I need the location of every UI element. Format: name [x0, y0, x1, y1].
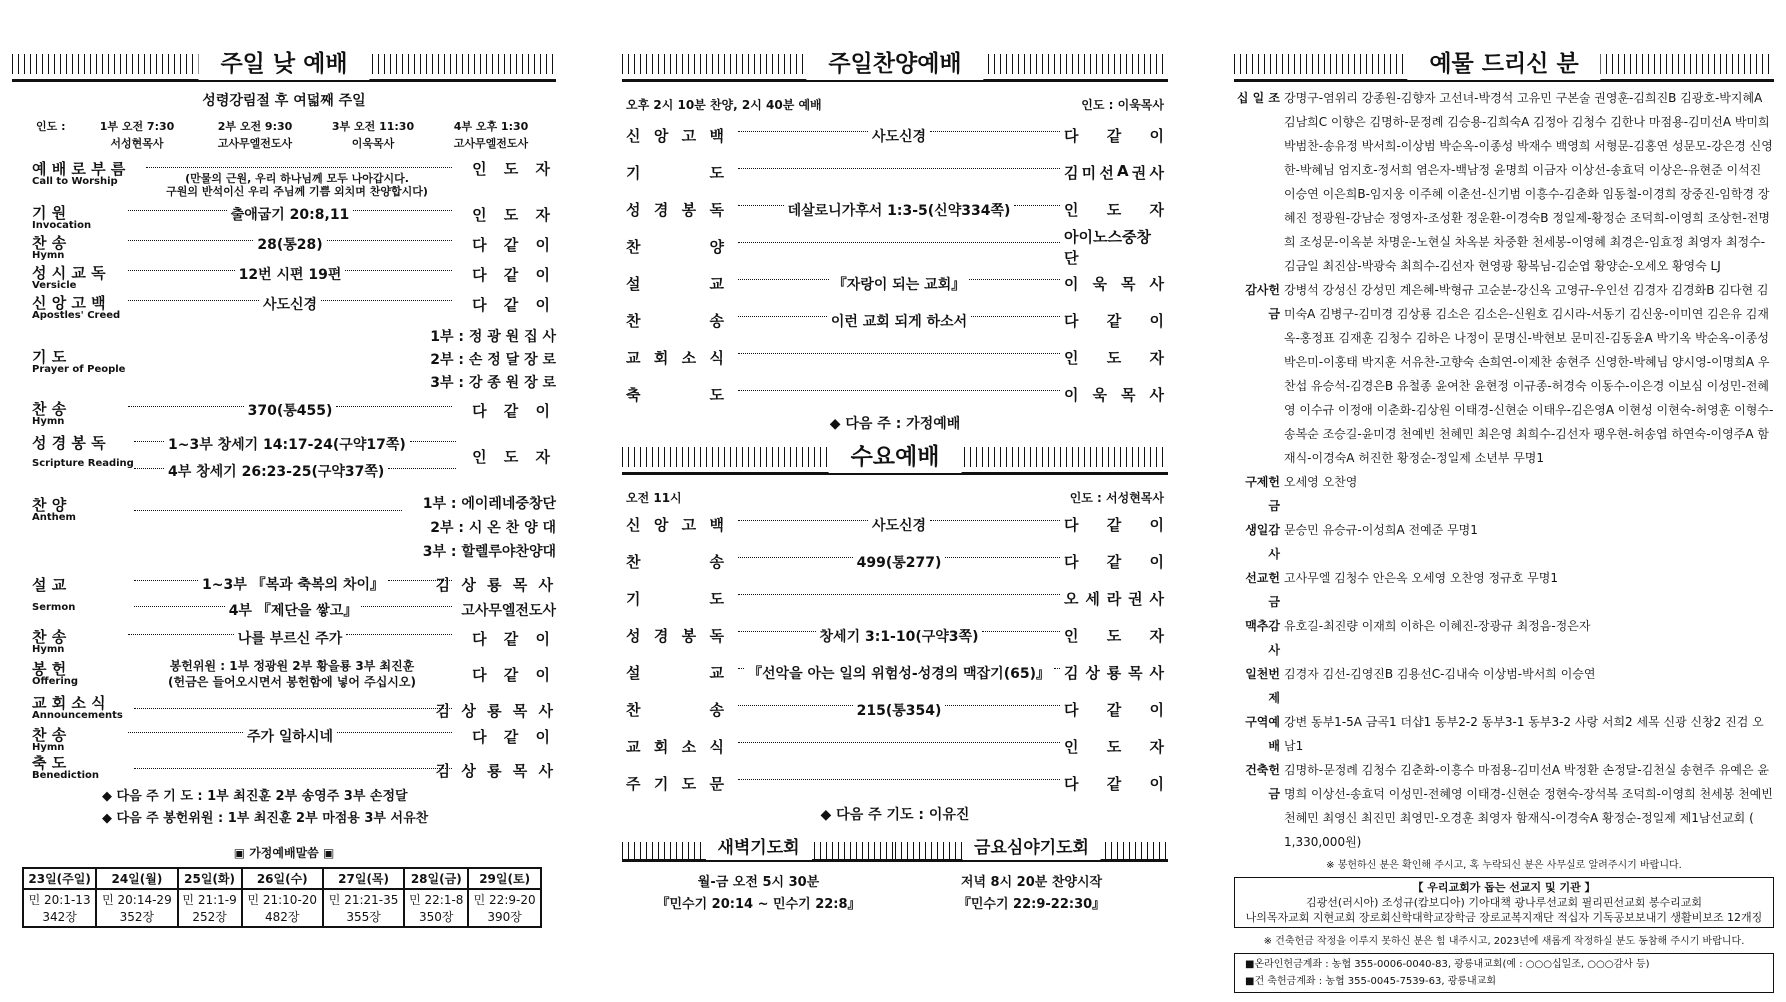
- item-benediction: [12, 754, 556, 784]
- prayer-meetings: [622, 836, 1168, 916]
- order-content: [734, 246, 1064, 247]
- offering-category: [1234, 710, 1774, 758]
- offering-kind: 선교헌금: [1245, 571, 1280, 609]
- offering-names: 김명하-문정례 김청수 김춘화-이흥수 마점용-김미선A 박정환 손정달-김천실 송현주 유예은 윤명희 이상선-송효덕 이성민-전혜영 이태경-신현순 정현숙-장석복 조덕희-이영희 천세봉 천예빈 천혜민 최영신 최진민 최영민-오경훈 최영자 함재식-이경숙A 황정순-정일제 제1남선교회 ( 1,330,000원): [1284, 763, 1773, 849]
- reading-text: 민 21:21-35: [328, 893, 399, 907]
- missions-title: 【 우리교회가 돕는 선교지 및 기관 】: [1412, 881, 1596, 894]
- service-time: 2부 오전 9:30: [217, 120, 293, 133]
- item-label-en: Announcements: [32, 710, 123, 721]
- missions-line: 김광선(러시아) 조성규(캄보디아) 기아대책 광나루선교회 필리핀선교회 봉수리교회: [1306, 896, 1702, 909]
- dawn-title: 새벽기도회: [705, 836, 811, 860]
- offering-names: 유호길-최진량 이재희 이하은 이혜진-장광규 최정음-정은자: [1284, 619, 1591, 633]
- offering-names: 강병석 강성신 강성민 계은혜-박형규 고순분-강신옥 고영규-우인선 김경자 김경화B 김다현 김미숙A 김병구-김미경 김상룡 김소은 김소은-신원호 김시라-서동기 김신웅-이미연 김은유 김재옥-홍정표 김재훈 김청수 김하은 나정이 문명신-박현보 문미진-김동윤A 박기옥 박순옥-이종성 박은미-이홍태 박지훈 서유찬-고향숙 손희연-이제찬 송현주 신영한-박혜님 양시영-이명희A 우찬섭 유승석-김경은B 유철종 윤여찬 윤현정 이규종-허경숙 이동수-이은경 이보심 이성민-전혜영 이수규 이정애 이춘화-김상원 이태경-신현순 이태우-김은영A 이현성 이현숙-허영훈 이형수-송복순 조승길-윤미경 천예빈 천혜민 최은영 최희수-김선자 팽우현-허송엽 하연숙-이영주A 함재식-이경숙A 허진한 황정순-정일제 소년부 무명1: [1284, 283, 1774, 465]
- order-text: 사도신경: [871, 517, 927, 534]
- order-label: 신 앙 고 백: [626, 516, 724, 534]
- next-week: [12, 786, 556, 830]
- order-content: [734, 394, 1064, 395]
- next-prayer: ◆ 다음 주 기 도 : 1부 최진훈 2부 송영주 3부 손정달: [102, 789, 408, 804]
- order-leader: 김 상 룡 목 사: [1064, 664, 1164, 682]
- left-column: [12, 48, 556, 928]
- item-invocation: [12, 202, 556, 232]
- friday-time: 저녁 8시 20분 찬양시작: [960, 875, 1103, 890]
- order-row: [622, 580, 1168, 617]
- offering-names: 문승민 유승규-이성희A 전예준 무명1: [1284, 523, 1478, 537]
- offering-category: [1234, 662, 1774, 710]
- wednesday-title: 수요예배: [829, 441, 962, 473]
- item-label: 설 교: [32, 576, 67, 594]
- item-label-en: Invocation: [32, 220, 92, 231]
- item-label: 찬 송: [32, 234, 67, 252]
- praise-next: ◆ 다음 주 : 가정예배: [829, 416, 961, 432]
- order-leader: 다 같 이: [1064, 516, 1164, 534]
- order-leader: 인 도 자: [1064, 627, 1164, 645]
- service-leader: 고사무엘전도사: [217, 137, 293, 150]
- prayer-line: 2부 : 손 정 달 장 로: [430, 352, 556, 368]
- item-label-en: Hymn: [32, 416, 65, 427]
- offering-note: ※ 봉헌하신 분은 확인해 주시고, 혹 누락되신 분은 사무실로 알려주시기 바랍니다.: [1326, 860, 1682, 871]
- order-label: 주 기 도 문: [626, 775, 724, 793]
- order-leader: 아이노스중창단: [1064, 227, 1151, 267]
- order-row: [622, 376, 1168, 413]
- item-label-en: Versicle: [32, 280, 77, 291]
- offering-kind: 십 일 조: [1236, 91, 1280, 105]
- service-times: [12, 118, 556, 152]
- order-row: [622, 191, 1168, 228]
- sermon-text: 1~3부 『복과 축복의 차이』: [201, 577, 385, 593]
- sermon-text: 4부 『제단을 쌓고』: [228, 603, 358, 619]
- item-leader: 다 같 이: [472, 266, 556, 284]
- order-content: [734, 552, 1064, 572]
- item-text: 주가 일하시네: [246, 729, 334, 745]
- reading-hymn: 355장: [346, 910, 381, 924]
- item-leader: 인 도 자: [472, 206, 556, 224]
- offering-names: 강명구-염위리 강종원-김향자 고선녀-박경석 고유민 구본술 권영훈-김희진B 김광호-박지혜A 김남희C 이향은 김명하-문정례 김승용-김희숙A 김정아 김청수 김한나 마점용-김미선A 박미희 박범찬-송유정 박서희-이상범 박순옥-이종성 박재수 백영희 서형문-김홍연 성문모-강은경 신영한-박혜님 엄지호-정서희 염은자-백남정 윤명희 이금자 이상선-송효덕 이상은-유현준 이석진 이승연 이은희B-임지웅 이주혜 이춘선-신기범 이흥수-김춘화 임동철-이경희 장중진-임학경 장혜진 정광원-강남순 정영자-조성환 정운환-이경숙B 정일제-황정순 조덕희-이영희 조상헌-전명희 조성문-이옥분 차명운-노현실 차옥분 차중환 천세봉-이영혜 최경은-임효정 최영자 최정수-김금일 최진삼-박광숙 최희수-김선자 현영광 황복님-김순엽 황양순-오세오 황영숙 LJ: [1284, 91, 1773, 273]
- wednesday-info: [622, 489, 1168, 506]
- order-row: [622, 691, 1168, 728]
- offering-category: [1234, 278, 1774, 470]
- reading-text: 민 20:1-13: [28, 893, 91, 907]
- order-row: [622, 506, 1168, 543]
- item-label-en: Scripture Reading: [32, 458, 134, 469]
- wednesday-next: ◆ 다음 주 기도 : 이유진: [820, 807, 970, 823]
- item-text: 12번 시편 19편: [238, 267, 342, 283]
- order-leader: 김 미 선 A 권 사: [1064, 162, 1164, 182]
- week-day: 25일(화): [178, 868, 242, 889]
- item-leader: 김 상 룡 목 사: [435, 702, 556, 720]
- item-leader: 인 도 자: [472, 160, 556, 178]
- scripture-text: 1~3부 창세기 14:17-24(구약17쪽): [168, 437, 406, 453]
- in-label: 인도 :: [36, 120, 66, 133]
- item-leader: 다 같 이: [472, 728, 556, 746]
- item-hymn: [12, 398, 556, 428]
- order-label: 찬 송: [626, 312, 724, 330]
- week-reading: [404, 889, 468, 927]
- offering-kind: 생일감사: [1245, 523, 1280, 561]
- order-label: 찬 송: [626, 701, 724, 719]
- week-day: 28일(금): [404, 868, 468, 889]
- item-label: 찬 양: [32, 496, 67, 514]
- order-label: 기 도: [626, 164, 724, 182]
- call-text: (만물의 근원, 우리 하나님께 모두 나아갑시다.: [185, 172, 409, 185]
- item-hymn: [12, 626, 556, 656]
- offering-names: 김경자 김선-김영진B 김용선C-김내숙 이상범-박서희 이승연: [1284, 667, 1596, 681]
- order-text: 창세기 3:1-10(구약3쪽): [819, 628, 979, 645]
- item-label: 성 경 봉 독: [32, 434, 106, 452]
- order-content: [734, 746, 1064, 747]
- accounts-box: [1234, 953, 1774, 993]
- praise-order: [622, 117, 1168, 413]
- friday-text: 『민수기 22:9-22:30』: [957, 897, 1106, 912]
- item-offering: [12, 656, 556, 694]
- reading-text: 민 21:10-20: [247, 893, 318, 907]
- item-anthem: [12, 490, 556, 568]
- week-reading: [323, 889, 404, 927]
- item-label-en: Benediction: [32, 770, 100, 781]
- wednesday-time: 오전 11시: [626, 491, 682, 505]
- order-row: [622, 154, 1168, 191]
- item-label-en: Hymn: [32, 742, 65, 753]
- order-content: [734, 172, 1064, 173]
- order-leader: 다 같 이: [1064, 312, 1164, 330]
- item-label: 예 배 로 부 름: [32, 160, 126, 178]
- item-hymn: [12, 724, 556, 754]
- order-label: 기 도: [626, 590, 724, 608]
- order-leader: 이 욱 목 사: [1064, 275, 1164, 293]
- item-label-en: Call to Worship: [32, 176, 118, 187]
- order-leader: 오 세 라 권 사: [1064, 590, 1164, 608]
- order-leader: 다 같 이: [1064, 701, 1164, 719]
- order-row: [622, 117, 1168, 154]
- order-leader: 인 도 자: [1064, 738, 1164, 756]
- week-reading: [242, 889, 323, 927]
- call-text: 구원의 반석이신 우리 주님께 기쁨 외치며 찬양합시다): [166, 185, 428, 198]
- praise-info: [622, 96, 1168, 113]
- praise-service-title: 주일찬양예배: [806, 48, 983, 80]
- prayer-line: 1부 : 정 광 원 집 사: [430, 329, 556, 345]
- order-row: [622, 339, 1168, 376]
- order-label: 설 교: [626, 275, 724, 293]
- anthem-line: 1부 : 에이레네중창단: [422, 496, 556, 512]
- service-time: 4부 오후 1:30: [453, 120, 529, 133]
- week-reading: [468, 889, 541, 927]
- reading-hymn: 252장: [192, 910, 227, 924]
- order-text: 215(통354): [856, 702, 942, 719]
- order-content: [734, 126, 1064, 146]
- offering-category: [1234, 86, 1774, 278]
- offering-names: 오세영 오찬영: [1284, 475, 1358, 489]
- service-leader: 고사무엘전도사: [453, 137, 529, 150]
- order-row: [622, 228, 1168, 265]
- item-label: 찬 송: [32, 400, 67, 418]
- week-day: 29일(토): [468, 868, 541, 889]
- item-prayer: [12, 322, 556, 394]
- item-label: 기 원: [32, 204, 67, 222]
- reading-hymn: 352장: [119, 910, 155, 924]
- order-text: 『선악을 아는 일의 위험성-성경의 맥잡기(65)』: [748, 665, 1050, 682]
- offering-names: 고사무엘 김청수 안은옥 오세영 오찬영 정규호 무명1: [1284, 571, 1558, 585]
- service-subtitle: 성령강림절 후 여덟째 주일: [202, 93, 366, 109]
- order-row: [622, 302, 1168, 339]
- item-label-en: Prayer of People: [32, 364, 126, 375]
- anthem-line: 3부 : 할렐루야찬양대: [422, 544, 556, 560]
- order-content: [734, 515, 1064, 535]
- next-offering: ◆ 다음 주 봉헌위원 : 1부 최진훈 2부 마점용 3부 서유찬: [102, 811, 429, 826]
- offering-names: 강변 동부1-5A 금곡1 더샵1 동부2-2 동부3-1 동부3-2 사랑 서희2 세목 신광 신창2 진검 오남1: [1284, 715, 1764, 753]
- item-text: 나를 부르신 주가: [237, 631, 343, 647]
- item-announcements: [12, 694, 556, 724]
- offerings-title: 예물 드리신 분: [1407, 48, 1600, 80]
- order-text: 사도신경: [871, 128, 927, 145]
- missions-line: 나의목자교회 지현교회 장로회신학대학교장학금 장로교복지재단 적십자 기독공보보내기 생활비보조 12개징: [1245, 911, 1763, 924]
- main-service-header: [12, 48, 556, 82]
- dawn-prayer: [622, 836, 895, 916]
- reading-hymn: 350장: [419, 910, 454, 924]
- item-label: 찬 송: [32, 628, 67, 646]
- prayer-line: 3부 : 강 종 원 장 로: [430, 375, 556, 391]
- order-label: 찬 송: [626, 553, 724, 571]
- order-label: 성 경 봉 독: [626, 201, 724, 219]
- item-leader: 인 도 자: [472, 448, 556, 466]
- offering-text: (헌금은 들어오시면서 봉헌함에 넣어 주십시오): [168, 675, 416, 689]
- dawn-time: 월-금 오전 5시 30분: [697, 875, 820, 890]
- family-worship-title: ▣ 가정예배말씀 ▣: [233, 846, 335, 860]
- scripture-text: 4부 창세기 26:23-25(구약37쪽): [168, 464, 385, 480]
- item-label-en: Anthem: [32, 512, 76, 523]
- service-leader: 서성현목사: [110, 137, 164, 150]
- offering-category: [1234, 614, 1774, 662]
- praise-service-header: [622, 48, 1168, 82]
- item-text: 출애굽기 20:8,11: [230, 207, 350, 223]
- friday-title: 금요심야기도회: [962, 836, 1101, 860]
- order-row: [622, 543, 1168, 580]
- week-reading: [23, 889, 96, 927]
- item-leader: 다 같 이: [472, 402, 556, 420]
- wednesday-leader: 인도 : 서성현목사: [1069, 491, 1164, 505]
- anthem-line: 2부 : 시 온 찬 양 대: [430, 520, 556, 536]
- offerings-header: [1234, 48, 1774, 82]
- praise-time: 오후 2시 10분 찬양, 2시 40분 예배: [626, 98, 822, 112]
- item-label-en: Hymn: [32, 250, 65, 261]
- item-label: 봉 헌: [32, 660, 67, 678]
- account-line: ■건 축헌금계좌 : 농협 355-0045-7539-63, 광릉내교회: [1245, 976, 1497, 987]
- order-label: 축 도: [626, 386, 724, 404]
- item-label-en: Apostles' Creed: [32, 310, 121, 321]
- offering-category: [1234, 566, 1774, 614]
- order-label: 찬 양: [626, 238, 724, 256]
- item-text: 370(통455): [247, 403, 333, 419]
- wednesday-order: [622, 506, 1168, 802]
- item-leader: 김 상 룡 목 사: [435, 576, 556, 594]
- order-leader: 이 욱 목 사: [1064, 386, 1164, 404]
- order-label: 설 교: [626, 664, 724, 682]
- order-label: 성 경 봉 독: [626, 627, 724, 645]
- order-leader: 다 같 이: [1064, 127, 1164, 145]
- week-day: 27일(목): [323, 868, 404, 889]
- order-row: [622, 654, 1168, 691]
- item-label-en: Sermon: [32, 602, 76, 613]
- order-leader: 다 같 이: [1064, 553, 1164, 571]
- praise-leader: 인도 : 이욱목사: [1081, 98, 1164, 112]
- item-creed: [12, 292, 556, 322]
- offering-kind: 구역예배: [1245, 715, 1280, 753]
- offering-category: [1234, 470, 1774, 518]
- offerings-list: [1234, 86, 1774, 854]
- order-content: [734, 274, 1064, 294]
- service-time: 1부 오전 7:30: [99, 120, 175, 133]
- order-leader: 다 같 이: [1064, 775, 1164, 793]
- item-leader: 다 같 이: [472, 296, 556, 314]
- building-note: ※ 건축헌금 작정을 이루지 못하신 분은 힘 내주시고, 2023년에 새롭게 작정하실 분도 동참해 주시기 바랍니다.: [1263, 936, 1745, 947]
- order-content: [734, 700, 1064, 720]
- order-text: 499(통277): [856, 554, 942, 571]
- family-worship-table: [22, 867, 542, 928]
- reading-text: 민 22:1-8: [409, 893, 464, 907]
- item-label: 성 시 교 독: [32, 264, 106, 282]
- reading-text: 민 22:9-20: [473, 893, 536, 907]
- item-text: 사도신경: [262, 297, 318, 313]
- order-label: 신 앙 고 백: [626, 127, 724, 145]
- offering-kind: 일천번제: [1245, 667, 1280, 705]
- item-leader: 다 같 이: [472, 666, 556, 684]
- offering-category: [1234, 758, 1774, 854]
- item-label: 교 회 소 식: [32, 694, 106, 712]
- item-call: [12, 158, 556, 202]
- right-column: [1234, 48, 1774, 993]
- order-row: [622, 728, 1168, 765]
- order-label: 교 회 소 식: [626, 349, 724, 367]
- item-label: 기 도: [32, 348, 67, 366]
- order-row: [622, 265, 1168, 302]
- week-day: 26일(수): [242, 868, 323, 889]
- order-content: [734, 626, 1064, 646]
- wednesday-header: [622, 441, 1168, 475]
- service-time: 3부 오전 11:30: [331, 120, 415, 133]
- order-content: [734, 311, 1064, 331]
- item-scripture: [12, 428, 556, 484]
- item-text: 28(통28): [257, 237, 323, 253]
- item-leader: 다 같 이: [472, 236, 556, 254]
- week-day: 24일(월): [96, 868, 177, 889]
- reading-text: 민 20:14-29: [102, 893, 172, 907]
- week-reading: [96, 889, 177, 927]
- item-leader: 김 상 룡 목 사: [435, 762, 556, 780]
- item-label: 신 앙 고 백: [32, 294, 106, 312]
- order-label: 교 회 소 식: [626, 738, 724, 756]
- item-label-en: Offering: [32, 676, 79, 687]
- item-versicle: [12, 262, 556, 292]
- reading-hymn: 342장: [42, 910, 77, 924]
- reading-hymn: 482장: [265, 910, 300, 924]
- friday-prayer: [895, 836, 1168, 916]
- offering-kind: 구제헌금: [1245, 475, 1280, 513]
- order-content: [734, 663, 1064, 683]
- service-leader: 이욱목사: [351, 137, 395, 150]
- offering-kind: 건축헌금: [1245, 763, 1280, 801]
- offering-category: [1234, 518, 1774, 566]
- order-content: [734, 200, 1064, 220]
- order-content: [734, 357, 1064, 358]
- order-leader: 인 도 자: [1064, 201, 1164, 219]
- order-text: 『자랑이 되는 교회』: [832, 276, 966, 293]
- account-line: ■온라인헌금계좌 : 농협 355-0006-0040-83, 광릉내교회(예 : ○○○십일조, ○○○감사 등): [1245, 959, 1650, 970]
- item-hymn: [12, 232, 556, 262]
- middle-column: [622, 48, 1168, 916]
- order-row: [622, 765, 1168, 802]
- item-label: 찬 송: [32, 726, 67, 744]
- week-day: 23일(주일): [23, 868, 96, 889]
- item-leader: 다 같 이: [472, 630, 556, 648]
- item-sermon: [12, 568, 556, 626]
- item-leader: 고사무엘전도사: [461, 603, 556, 619]
- offering-kind: 맥추감사: [1245, 619, 1280, 657]
- week-reading: [178, 889, 242, 927]
- offering-text: 봉헌위원 : 1부 정광원 2부 황을룡 3부 최진훈: [169, 659, 415, 673]
- dawn-text: 『민수기 20:14 ~ 민수기 22:8』: [656, 897, 861, 912]
- main-service-title: 주일 낮 예배: [198, 48, 369, 80]
- item-label-en: Hymn: [32, 644, 65, 655]
- order-content: [734, 598, 1064, 599]
- order-leader: 인 도 자: [1064, 349, 1164, 367]
- missions-box: [1234, 877, 1774, 928]
- offering-kind: 감사헌금: [1245, 283, 1280, 321]
- order-content: [734, 783, 1064, 784]
- order-text: 이런 교회 되게 하소서: [830, 313, 968, 330]
- reading-hymn: 390장: [487, 910, 522, 924]
- order-text: 데살로니가후서 1:3-5(신약334쪽): [787, 202, 1011, 219]
- order-row: [622, 617, 1168, 654]
- reading-text: 민 21:1-9: [182, 893, 237, 907]
- item-label: 축 도: [32, 754, 67, 772]
